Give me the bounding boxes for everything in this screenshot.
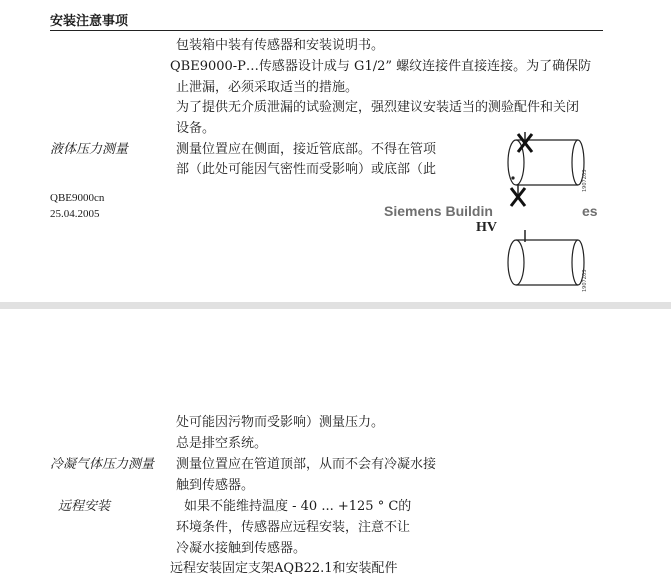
body-line: 总是排空系统。: [176, 436, 268, 451]
body-line: 止泄漏，必须采取适当的措施。: [176, 80, 359, 95]
body-line: 包装箱中装有传感器和安装说明书。: [176, 38, 385, 53]
figure-ref-top: 1907Z03: [582, 169, 588, 192]
footer-division: HV: [476, 220, 497, 235]
body-line: 环境条件，传感器应远程安装，注意不让: [176, 520, 411, 535]
title-rule: [50, 30, 603, 31]
body-line: 为了提供无介质泄漏的试验测定，强烈建议安装适当的测验配件和关闭: [176, 100, 580, 115]
body-line: 设备。: [176, 121, 216, 136]
page-divider: [0, 302, 671, 309]
body-line: 如果不能维持温度 - 40 ... +125 ° C的: [184, 499, 412, 514]
body-line: 部（此处可能因气密性而受影响）或底部（此: [176, 162, 437, 177]
body-line: 处可能因污物而受影响）测量压力。: [176, 415, 385, 430]
document-date: 25.04.2005: [50, 208, 100, 220]
footer-company: Siemens Buildin: [384, 203, 493, 219]
figure-ref-bottom: 1907Z03: [582, 269, 588, 292]
pipe-mounting-illustration: [498, 130, 598, 305]
body-line: 触到传感器。: [176, 478, 255, 493]
remote-mounting-label: 远程安装: [58, 499, 111, 514]
footer-company-tail: es: [582, 203, 598, 219]
body-line: 测量位置应在管道顶部，从而不会有冷凝水接: [176, 457, 437, 472]
body-line: QBE9000-P…传感器设计成与 G1/2” 螺纹连接件直接连接。为了确保防: [170, 59, 592, 74]
body-line: 远程安装固定支架AQB22.1和安装配件: [170, 561, 398, 576]
body-line: 测量位置应在侧面，接近管底部。不得在管项: [176, 142, 437, 157]
condensing-gas-label: 冷凝气体压力测量: [50, 457, 155, 472]
section-title: 安装注意事项: [50, 14, 129, 29]
liquid-pressure-label: 液体压力测量: [50, 142, 129, 157]
pipe-side-icon: [508, 230, 588, 292]
document-id: QBE9000cn: [50, 192, 105, 204]
pipe-top-icon: [508, 132, 588, 206]
body-line: 冷凝水接触到传感器。: [176, 541, 307, 556]
